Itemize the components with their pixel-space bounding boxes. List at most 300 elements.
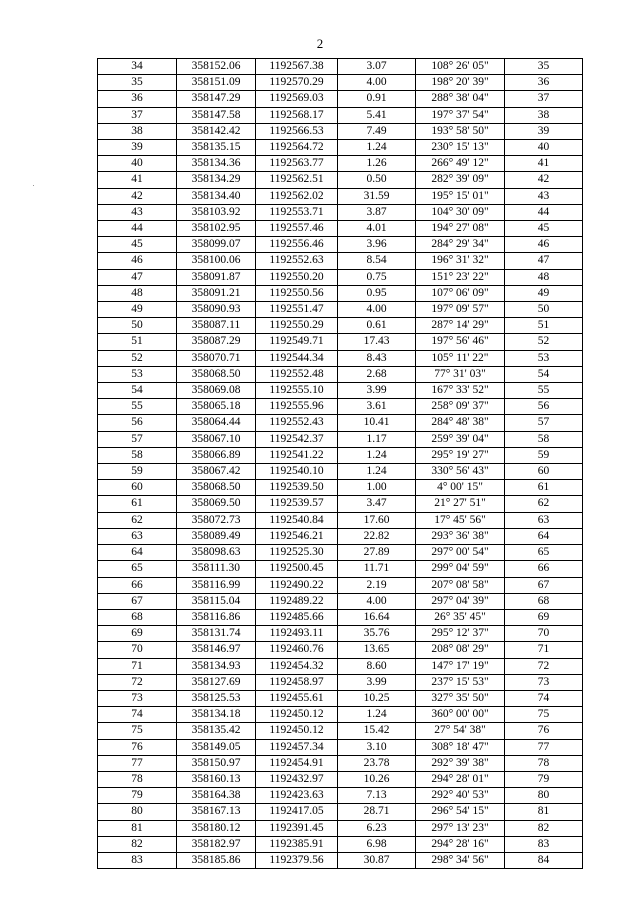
cell-bearing: 298° 34' 56" [416,852,505,868]
cell-point-number: 54 [98,383,177,399]
cell-point-number: 52 [98,350,177,366]
cell-next-point: 64 [505,528,583,544]
cell-bearing: 258° 09' 37" [416,399,505,415]
cell-y-coordinate: 1192460.76 [256,642,338,658]
cell-x-coordinate: 358115.04 [177,593,256,609]
cell-distance: 0.91 [338,91,416,107]
cell-point-number: 53 [98,366,177,382]
cell-y-coordinate: 1192570.29 [256,75,338,91]
cell-next-point: 80 [505,788,583,804]
cell-x-coordinate: 358167.13 [177,804,256,820]
table-row [98,755,583,771]
margin-mark [33,185,34,186]
cell-next-point: 83 [505,836,583,852]
cell-distance: 0.95 [338,285,416,301]
cell-y-coordinate: 1192555.96 [256,399,338,415]
cell-next-point: 71 [505,642,583,658]
cell-distance: 27.89 [338,545,416,561]
table-row [98,431,583,447]
cell-x-coordinate: 358068.50 [177,480,256,496]
cell-y-coordinate: 1192385.91 [256,836,338,852]
table-row [98,820,583,836]
cell-point-number: 59 [98,464,177,480]
cell-bearing: 26° 35' 45" [416,609,505,625]
cell-next-point: 54 [505,366,583,382]
cell-x-coordinate: 358147.29 [177,91,256,107]
cell-next-point: 57 [505,415,583,431]
table-row [98,512,583,528]
cell-distance: 0.61 [338,318,416,334]
cell-y-coordinate: 1192454.32 [256,658,338,674]
cell-next-point: 50 [505,302,583,318]
cell-x-coordinate: 358065.18 [177,399,256,415]
cell-next-point: 52 [505,334,583,350]
table-row [98,739,583,755]
cell-point-number: 36 [98,91,177,107]
cell-point-number: 71 [98,658,177,674]
cell-y-coordinate: 1192539.57 [256,496,338,512]
cell-y-coordinate: 1192549.71 [256,334,338,350]
cell-y-coordinate: 1192567.38 [256,59,338,75]
cell-bearing: 282° 39' 09" [416,172,505,188]
cell-distance: 3.96 [338,237,416,253]
table-row [98,350,583,366]
cell-point-number: 61 [98,496,177,512]
cell-next-point: 77 [505,739,583,755]
cell-distance: 13.65 [338,642,416,658]
cell-point-number: 55 [98,399,177,415]
table-row [98,91,583,107]
cell-distance: 11.71 [338,561,416,577]
cell-y-coordinate: 1192525.30 [256,545,338,561]
cell-x-coordinate: 358135.42 [177,723,256,739]
cell-next-point: 62 [505,496,583,512]
cell-bearing: 284° 29' 34" [416,237,505,253]
cell-bearing: 208° 08' 29" [416,642,505,658]
cell-distance: 4.01 [338,221,416,237]
cell-y-coordinate: 1192541.22 [256,447,338,463]
cell-distance: 2.68 [338,366,416,382]
cell-distance: 1.24 [338,707,416,723]
cell-distance: 2.19 [338,577,416,593]
cell-distance: 22.82 [338,528,416,544]
cell-y-coordinate: 1192568.17 [256,107,338,123]
cell-bearing: 17° 45' 56" [416,512,505,528]
table-row [98,59,583,75]
cell-distance: 17.43 [338,334,416,350]
cell-next-point: 78 [505,755,583,771]
table-row [98,658,583,674]
cell-distance: 1.26 [338,156,416,172]
cell-y-coordinate: 1192556.46 [256,237,338,253]
cell-y-coordinate: 1192564.72 [256,140,338,156]
cell-x-coordinate: 358072.73 [177,512,256,528]
cell-next-point: 67 [505,577,583,593]
cell-point-number: 51 [98,334,177,350]
cell-point-number: 38 [98,123,177,139]
cell-point-number: 37 [98,107,177,123]
cell-distance: 35.76 [338,626,416,642]
cell-x-coordinate: 358180.12 [177,820,256,836]
cell-point-number: 43 [98,204,177,220]
cell-y-coordinate: 1192555.10 [256,383,338,399]
cell-bearing: 107° 06' 09" [416,285,505,301]
cell-distance: 3.10 [338,739,416,755]
cell-x-coordinate: 358091.87 [177,269,256,285]
cell-y-coordinate: 1192490.22 [256,577,338,593]
cell-distance: 10.26 [338,771,416,787]
cell-point-number: 40 [98,156,177,172]
cell-y-coordinate: 1192379.56 [256,852,338,868]
cell-y-coordinate: 1192450.12 [256,723,338,739]
cell-point-number: 64 [98,545,177,561]
cell-distance: 28.71 [338,804,416,820]
cell-point-number: 74 [98,707,177,723]
cell-distance: 23.78 [338,755,416,771]
cell-x-coordinate: 358150.97 [177,755,256,771]
cell-next-point: 59 [505,447,583,463]
cell-y-coordinate: 1192550.56 [256,285,338,301]
cell-point-number: 45 [98,237,177,253]
cell-distance: 3.61 [338,399,416,415]
table-row [98,464,583,480]
cell-bearing: 292° 39' 38" [416,755,505,771]
cell-next-point: 56 [505,399,583,415]
cell-next-point: 61 [505,480,583,496]
cell-x-coordinate: 358099.07 [177,237,256,253]
cell-x-coordinate: 358089.49 [177,528,256,544]
cell-point-number: 73 [98,690,177,706]
cell-distance: 3.07 [338,59,416,75]
table-body [98,59,583,869]
cell-x-coordinate: 358098.63 [177,545,256,561]
cell-distance: 0.50 [338,172,416,188]
cell-bearing: 297° 04' 39" [416,593,505,609]
cell-point-number: 80 [98,804,177,820]
cell-next-point: 79 [505,771,583,787]
cell-distance: 8.54 [338,253,416,269]
cell-y-coordinate: 1192432.97 [256,771,338,787]
cell-x-coordinate: 358116.86 [177,609,256,625]
cell-next-point: 74 [505,690,583,706]
cell-next-point: 60 [505,464,583,480]
cell-bearing: 295° 12' 37" [416,626,505,642]
cell-distance: 4.00 [338,75,416,91]
table-row [98,75,583,91]
cell-y-coordinate: 1192454.91 [256,755,338,771]
cell-next-point: 70 [505,626,583,642]
cell-y-coordinate: 1192569.03 [256,91,338,107]
cell-next-point: 47 [505,253,583,269]
cell-y-coordinate: 1192540.10 [256,464,338,480]
cell-next-point: 46 [505,237,583,253]
cell-bearing: 196° 31' 32" [416,253,505,269]
cell-next-point: 55 [505,383,583,399]
table-row [98,577,583,593]
cell-bearing: 296° 54' 15" [416,804,505,820]
table-row [98,366,583,382]
cell-bearing: 197° 56' 46" [416,334,505,350]
cell-y-coordinate: 1192550.29 [256,318,338,334]
cell-next-point: 72 [505,658,583,674]
table-row [98,804,583,820]
cell-next-point: 41 [505,156,583,172]
cell-next-point: 39 [505,123,583,139]
table-row [98,107,583,123]
cell-distance: 6.98 [338,836,416,852]
cell-x-coordinate: 358087.29 [177,334,256,350]
cell-distance: 31.59 [338,188,416,204]
cell-bearing: 330° 56' 43" [416,464,505,480]
cell-y-coordinate: 1192458.97 [256,674,338,690]
cell-y-coordinate: 1192562.51 [256,172,338,188]
cell-point-number: 34 [98,59,177,75]
cell-y-coordinate: 1192540.84 [256,512,338,528]
cell-x-coordinate: 358149.05 [177,739,256,755]
cell-x-coordinate: 358116.99 [177,577,256,593]
table-row [98,690,583,706]
cell-next-point: 84 [505,852,583,868]
cell-x-coordinate: 358069.50 [177,496,256,512]
cell-x-coordinate: 358103.92 [177,204,256,220]
cell-next-point: 82 [505,820,583,836]
cell-y-coordinate: 1192450.12 [256,707,338,723]
cell-bearing: 194° 27' 08" [416,221,505,237]
cell-bearing: 294° 28' 01" [416,771,505,787]
cell-bearing: 195° 15' 01" [416,188,505,204]
cell-bearing: 297° 13' 23" [416,820,505,836]
cell-y-coordinate: 1192493.11 [256,626,338,642]
cell-x-coordinate: 358127.69 [177,674,256,690]
cell-y-coordinate: 1192562.02 [256,188,338,204]
cell-point-number: 56 [98,415,177,431]
cell-bearing: 266° 49' 12" [416,156,505,172]
cell-y-coordinate: 1192391.45 [256,820,338,836]
table-row [98,172,583,188]
cell-bearing: 77° 31' 03" [416,366,505,382]
cell-x-coordinate: 358160.13 [177,771,256,787]
table-row [98,788,583,804]
cell-bearing: 108° 26' 05" [416,59,505,75]
table-row [98,609,583,625]
cell-next-point: 35 [505,59,583,75]
cell-bearing: 294° 28' 16" [416,836,505,852]
cell-distance: 10.41 [338,415,416,431]
cell-x-coordinate: 358064.44 [177,415,256,431]
cell-next-point: 65 [505,545,583,561]
table-row [98,674,583,690]
cell-distance: 3.87 [338,204,416,220]
cell-point-number: 68 [98,609,177,625]
cell-y-coordinate: 1192417.05 [256,804,338,820]
cell-next-point: 48 [505,269,583,285]
cell-y-coordinate: 1192455.61 [256,690,338,706]
cell-x-coordinate: 358147.58 [177,107,256,123]
cell-x-coordinate: 358134.18 [177,707,256,723]
cell-bearing: 104° 30' 09" [416,204,505,220]
cell-next-point: 63 [505,512,583,528]
cell-x-coordinate: 358134.40 [177,188,256,204]
cell-point-number: 47 [98,269,177,285]
table-row [98,318,583,334]
table-row [98,334,583,350]
cell-x-coordinate: 358067.42 [177,464,256,480]
cell-bearing: 4° 00' 15" [416,480,505,496]
table-row [98,204,583,220]
table-row [98,399,583,415]
cell-distance: 7.13 [338,788,416,804]
cell-distance: 17.60 [338,512,416,528]
cell-bearing: 288° 38' 04" [416,91,505,107]
cell-point-number: 57 [98,431,177,447]
cell-distance: 8.60 [338,658,416,674]
cell-bearing: 198° 20' 39" [416,75,505,91]
cell-bearing: 297° 00' 54" [416,545,505,561]
cell-next-point: 40 [505,140,583,156]
cell-point-number: 72 [98,674,177,690]
cell-distance: 1.24 [338,447,416,463]
cell-next-point: 51 [505,318,583,334]
cell-x-coordinate: 358134.36 [177,156,256,172]
cell-point-number: 62 [98,512,177,528]
table-row [98,836,583,852]
table-row [98,593,583,609]
cell-distance: 4.00 [338,302,416,318]
cell-y-coordinate: 1192546.21 [256,528,338,544]
table-row [98,642,583,658]
cell-point-number: 35 [98,75,177,91]
table-row [98,188,583,204]
cell-next-point: 58 [505,431,583,447]
cell-bearing: 295° 19' 27" [416,447,505,463]
cell-bearing: 292° 40' 53" [416,788,505,804]
cell-bearing: 237° 15' 53" [416,674,505,690]
cell-y-coordinate: 1192553.71 [256,204,338,220]
cell-point-number: 49 [98,302,177,318]
cell-x-coordinate: 358134.29 [177,172,256,188]
cell-x-coordinate: 358087.11 [177,318,256,334]
cell-distance: 7.49 [338,123,416,139]
cell-bearing: 327° 35' 50" [416,690,505,706]
cell-x-coordinate: 358067.10 [177,431,256,447]
cell-x-coordinate: 358091.21 [177,285,256,301]
cell-y-coordinate: 1192566.53 [256,123,338,139]
cell-x-coordinate: 358134.93 [177,658,256,674]
table-row [98,528,583,544]
table-row [98,415,583,431]
cell-point-number: 69 [98,626,177,642]
cell-y-coordinate: 1192551.47 [256,302,338,318]
cell-point-number: 82 [98,836,177,852]
cell-distance: 3.99 [338,383,416,399]
table-row [98,561,583,577]
cell-x-coordinate: 358185.86 [177,852,256,868]
cell-bearing: 360° 00' 00" [416,707,505,723]
cell-bearing: 193° 58' 50" [416,123,505,139]
cell-x-coordinate: 358164.38 [177,788,256,804]
cell-x-coordinate: 358131.74 [177,626,256,642]
table-row [98,626,583,642]
table-row [98,447,583,463]
cell-x-coordinate: 358066.89 [177,447,256,463]
cell-next-point: 73 [505,674,583,690]
table-row [98,123,583,139]
cell-y-coordinate: 1192544.34 [256,350,338,366]
table-row [98,253,583,269]
cell-y-coordinate: 1192500.45 [256,561,338,577]
cell-next-point: 38 [505,107,583,123]
cell-x-coordinate: 358151.09 [177,75,256,91]
cell-point-number: 67 [98,593,177,609]
cell-distance: 15.42 [338,723,416,739]
cell-next-point: 37 [505,91,583,107]
cell-bearing: 197° 09' 57" [416,302,505,318]
cell-bearing: 147° 17' 19" [416,658,505,674]
cell-y-coordinate: 1192552.48 [256,366,338,382]
cell-y-coordinate: 1192557.46 [256,221,338,237]
cell-bearing: 293° 36' 38" [416,528,505,544]
cell-x-coordinate: 358182.97 [177,836,256,852]
cell-y-coordinate: 1192539.50 [256,480,338,496]
cell-distance: 1.24 [338,464,416,480]
cell-distance: 6.23 [338,820,416,836]
cell-bearing: 259° 39' 04" [416,431,505,447]
cell-next-point: 42 [505,172,583,188]
cell-bearing: 27° 54' 38" [416,723,505,739]
cell-y-coordinate: 1192552.43 [256,415,338,431]
cell-x-coordinate: 358146.97 [177,642,256,658]
cell-bearing: 167° 33' 52" [416,383,505,399]
cell-next-point: 69 [505,609,583,625]
cell-y-coordinate: 1192563.77 [256,156,338,172]
cell-distance: 8.43 [338,350,416,366]
cell-distance: 4.00 [338,593,416,609]
cell-point-number: 79 [98,788,177,804]
cell-x-coordinate: 358068.50 [177,366,256,382]
cell-distance: 0.75 [338,269,416,285]
cell-x-coordinate: 358111.30 [177,561,256,577]
cell-point-number: 58 [98,447,177,463]
cell-point-number: 81 [98,820,177,836]
cell-distance: 10.25 [338,690,416,706]
cell-point-number: 78 [98,771,177,787]
table-row [98,771,583,787]
cell-x-coordinate: 358100.06 [177,253,256,269]
cell-bearing: 151° 23' 22" [416,269,505,285]
table-row [98,852,583,868]
cell-bearing: 197° 37' 54" [416,107,505,123]
cell-point-number: 48 [98,285,177,301]
cell-point-number: 46 [98,253,177,269]
cell-point-number: 70 [98,642,177,658]
cell-next-point: 68 [505,593,583,609]
cell-next-point: 66 [505,561,583,577]
cell-point-number: 65 [98,561,177,577]
table-row [98,545,583,561]
cell-next-point: 53 [505,350,583,366]
cell-distance: 1.00 [338,480,416,496]
cell-bearing: 105° 11' 22" [416,350,505,366]
cell-y-coordinate: 1192542.37 [256,431,338,447]
cell-next-point: 44 [505,204,583,220]
cell-bearing: 299° 04' 59" [416,561,505,577]
cell-distance: 3.47 [338,496,416,512]
cell-point-number: 63 [98,528,177,544]
cell-point-number: 39 [98,140,177,156]
cell-next-point: 49 [505,285,583,301]
cell-point-number: 50 [98,318,177,334]
cell-bearing: 21° 27' 51" [416,496,505,512]
